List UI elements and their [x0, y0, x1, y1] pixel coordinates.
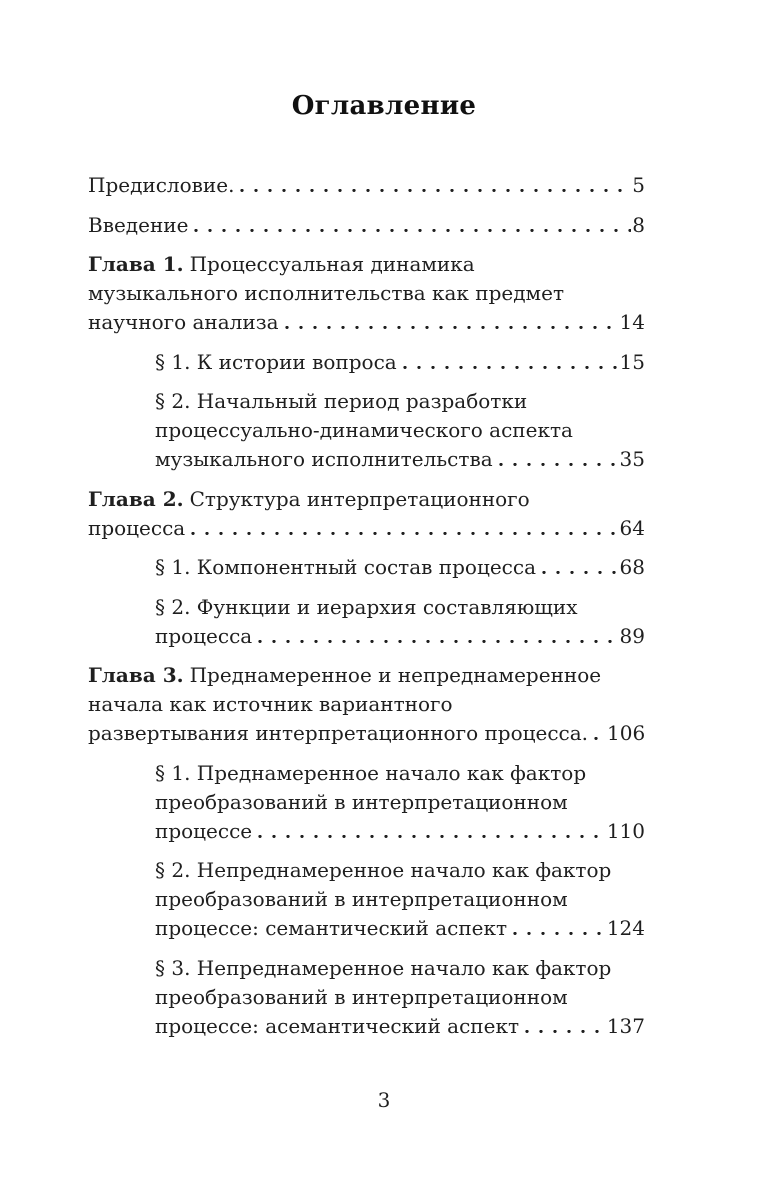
- toc-line-text: начала как источник вариантного: [88, 692, 453, 716]
- dot-leader: [513, 932, 606, 935]
- dot-leader: [594, 737, 606, 740]
- toc-line: [88, 719, 645, 748]
- toc-entry: [88, 593, 645, 651]
- toc-line-text: развертывания интерпретационного процесса.: [88, 721, 589, 745]
- toc-entry: [88, 348, 645, 377]
- chapter-label: Глава 2.: [88, 486, 184, 511]
- toc-entry: [88, 954, 645, 1041]
- toc-line: [155, 348, 645, 377]
- toc-line: [155, 914, 645, 943]
- toc-line-text: преобразований в интерпретационном: [155, 789, 568, 814]
- toc-line: [155, 622, 645, 651]
- toc-line: [88, 661, 645, 690]
- toc-line: [155, 983, 645, 1012]
- toc-line-text: Предисловие.: [88, 173, 235, 197]
- toc-entry: [88, 387, 645, 474]
- toc-line-text: процессе: [155, 818, 253, 843]
- toc-line-text: процесса: [88, 515, 186, 540]
- toc-line: [155, 387, 645, 416]
- toc-line-text: § 1. Компонентный состав процесса: [155, 555, 536, 579]
- toc-line-text: музыкального исполнительства: [155, 447, 493, 471]
- toc-line-text: § 1. Преднамеренное начало как фактор: [155, 760, 587, 785]
- toc-line-text: процессе: асемантический аспект: [155, 1013, 520, 1038]
- toc-line: [155, 1012, 645, 1041]
- toc-line-text: научного анализа: [88, 310, 279, 334]
- page-ref: 5: [632, 173, 645, 197]
- chapter-label: Глава 3.: [88, 663, 184, 687]
- page-ref: 89: [619, 623, 645, 648]
- toc-line-text: Структура интерпретационного: [189, 486, 530, 511]
- toc-line: [88, 485, 645, 514]
- toc-line: [155, 445, 645, 474]
- toc-line: [155, 416, 645, 445]
- dot-leader: [258, 640, 618, 643]
- toc-entry: [88, 856, 645, 943]
- page-ref: 106: [607, 721, 646, 745]
- toc-line: [155, 759, 645, 788]
- toc-line-text: процесса: [155, 623, 253, 648]
- toc-line: [88, 690, 645, 719]
- dot-leader: [191, 532, 618, 535]
- page-ref: 137: [606, 1013, 645, 1038]
- toc-line: [88, 514, 645, 543]
- dot-leader: [499, 463, 619, 466]
- toc-line: [155, 856, 645, 885]
- toc-list: [0, 171, 768, 1041]
- page-ref: 35: [619, 447, 645, 471]
- toc-line: [155, 885, 645, 914]
- toc-line-text: процессе: семантический аспект: [155, 916, 508, 940]
- toc-line: [88, 250, 645, 279]
- footer-page-number: 3: [377, 1088, 391, 1112]
- page-ref: 64: [619, 515, 645, 540]
- toc-entry: [88, 485, 645, 543]
- toc-line: [155, 553, 645, 582]
- toc-line: [88, 308, 645, 337]
- toc-entry: [88, 553, 645, 582]
- page-ref: 8: [632, 212, 645, 237]
- toc-entry: [88, 661, 645, 748]
- toc-line-text: преобразований в интерпретационном: [155, 887, 568, 911]
- dot-leader: [525, 1030, 606, 1033]
- toc-entry: [88, 250, 645, 337]
- toc-entry: [88, 759, 645, 846]
- page-ref: 124: [606, 916, 645, 940]
- dot-leader: [240, 189, 631, 192]
- page-title: Оглавление: [291, 91, 477, 121]
- chapter-label: Глава 1.: [88, 252, 184, 276]
- toc-line: [88, 279, 645, 308]
- page-ref: 110: [606, 818, 645, 843]
- toc-line-text: § 1. К истории вопроса: [155, 349, 397, 374]
- toc-line-text: § 3. Непреднамеренное начало как фактор: [155, 955, 612, 980]
- toc-line-text: преобразований в интерпретационном: [155, 984, 568, 1009]
- toc-line-text: § 2. Функции и иерархия составляющих: [155, 594, 578, 619]
- toc-entry: [88, 171, 645, 200]
- toc-entry: [88, 211, 645, 240]
- toc-line-text: Преднамеренное и непреднамеренное: [189, 663, 602, 687]
- dot-leader: [542, 571, 619, 574]
- dot-leader: [403, 366, 619, 369]
- toc-line-text: процессуально-динамического аспекта: [155, 418, 573, 442]
- page-ref: 14: [619, 310, 645, 334]
- toc-line: [155, 817, 645, 846]
- toc-line-text: Введение: [88, 212, 189, 237]
- toc-line: [155, 788, 645, 817]
- toc-line: [155, 593, 645, 622]
- dot-leader: [285, 326, 619, 329]
- toc-line: [155, 954, 645, 983]
- toc-line-text: Процессуальная динамика: [189, 252, 475, 276]
- toc-line-text: § 2. Непреднамеренное начало как фактор: [155, 858, 612, 882]
- page-ref: 15: [619, 349, 645, 374]
- toc-line: [88, 211, 645, 240]
- dot-leader: [258, 835, 606, 838]
- toc-line-text: музыкального исполнительства как предмет: [88, 281, 565, 305]
- dot-leader: [194, 229, 631, 232]
- toc-line: [88, 171, 645, 200]
- page-ref: 68: [619, 555, 645, 579]
- toc-line-text: § 2. Начальный период разработки: [155, 389, 528, 413]
